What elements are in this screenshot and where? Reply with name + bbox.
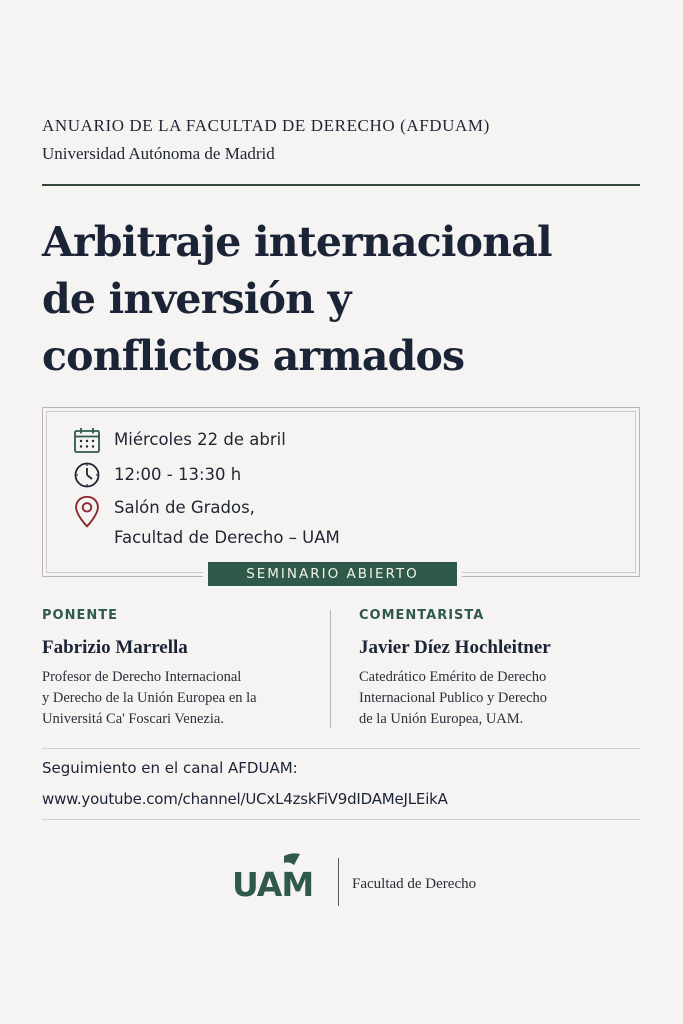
- commentator-name: Javier Díez Hochleitner: [359, 637, 551, 658]
- header-divider: [42, 184, 640, 186]
- speaker-description-line: Universitá Ca' Foscari Venezia.: [42, 711, 224, 727]
- event-date: Miércoles 22 de abril: [114, 430, 286, 449]
- speaker-label: PONENTE: [42, 608, 118, 623]
- column-divider: [330, 610, 331, 728]
- speaker-description-line: Profesor de Derecho Internacional: [42, 669, 242, 685]
- commentator-description-line: de la Unión Europea, UAM.: [359, 711, 524, 727]
- event-title-line: Arbitraje internacional: [42, 218, 552, 266]
- open-seminar-badge: SEMINARIO ABIERTO: [208, 562, 457, 586]
- commentator-description-line: Catedrático Emérito de Derecho: [359, 669, 547, 685]
- commentator-description-line: Internacional Publico y Derecho: [359, 690, 548, 706]
- commentator-label: COMENTARISTA: [359, 608, 485, 623]
- clock-icon: [72, 461, 102, 489]
- event-location: [114, 494, 340, 552]
- event-location-line: Salón de Grados,: [114, 498, 255, 517]
- location-pin-icon: [72, 494, 102, 532]
- uam-logo-text: UAM: [232, 865, 314, 898]
- event-title: [42, 214, 642, 385]
- org-title: ANUARIO DE LA FACULTAD DE DERECHO (AFDUAM): [42, 116, 490, 135]
- follow-text: Seguimiento en el canal AFDUAM:: [42, 759, 298, 777]
- uam-logo: [232, 852, 326, 898]
- event-title-line: conflictos armados: [42, 332, 465, 380]
- event-time: 12:00 - 13:30 h: [114, 465, 242, 484]
- commentator-description: [359, 667, 547, 730]
- faculty-name: Facultad de Derecho: [352, 876, 477, 892]
- calendar-icon: [72, 426, 102, 454]
- logo-divider: [338, 858, 339, 906]
- speaker-name: Fabrizio Marrella: [42, 637, 188, 658]
- speaker-description: [42, 667, 257, 730]
- org-subtitle: Universidad Autónoma de Madrid: [42, 144, 275, 163]
- event-location-row: [72, 494, 340, 552]
- speaker-description-line: y Derecho de la Unión Europea en la: [42, 690, 257, 706]
- event-time-row: [72, 461, 241, 489]
- follow-divider-bottom: [42, 819, 640, 820]
- follow-divider-top: [42, 748, 640, 749]
- event-title-line: de inversión y: [42, 275, 351, 323]
- event-date-row: [72, 426, 286, 454]
- event-location-line: Facultad de Derecho – UAM: [114, 528, 340, 547]
- youtube-channel-link[interactable]: www.youtube.com/channel/UCxL4zskFiV9dIDAMeJLEikA: [42, 790, 448, 808]
